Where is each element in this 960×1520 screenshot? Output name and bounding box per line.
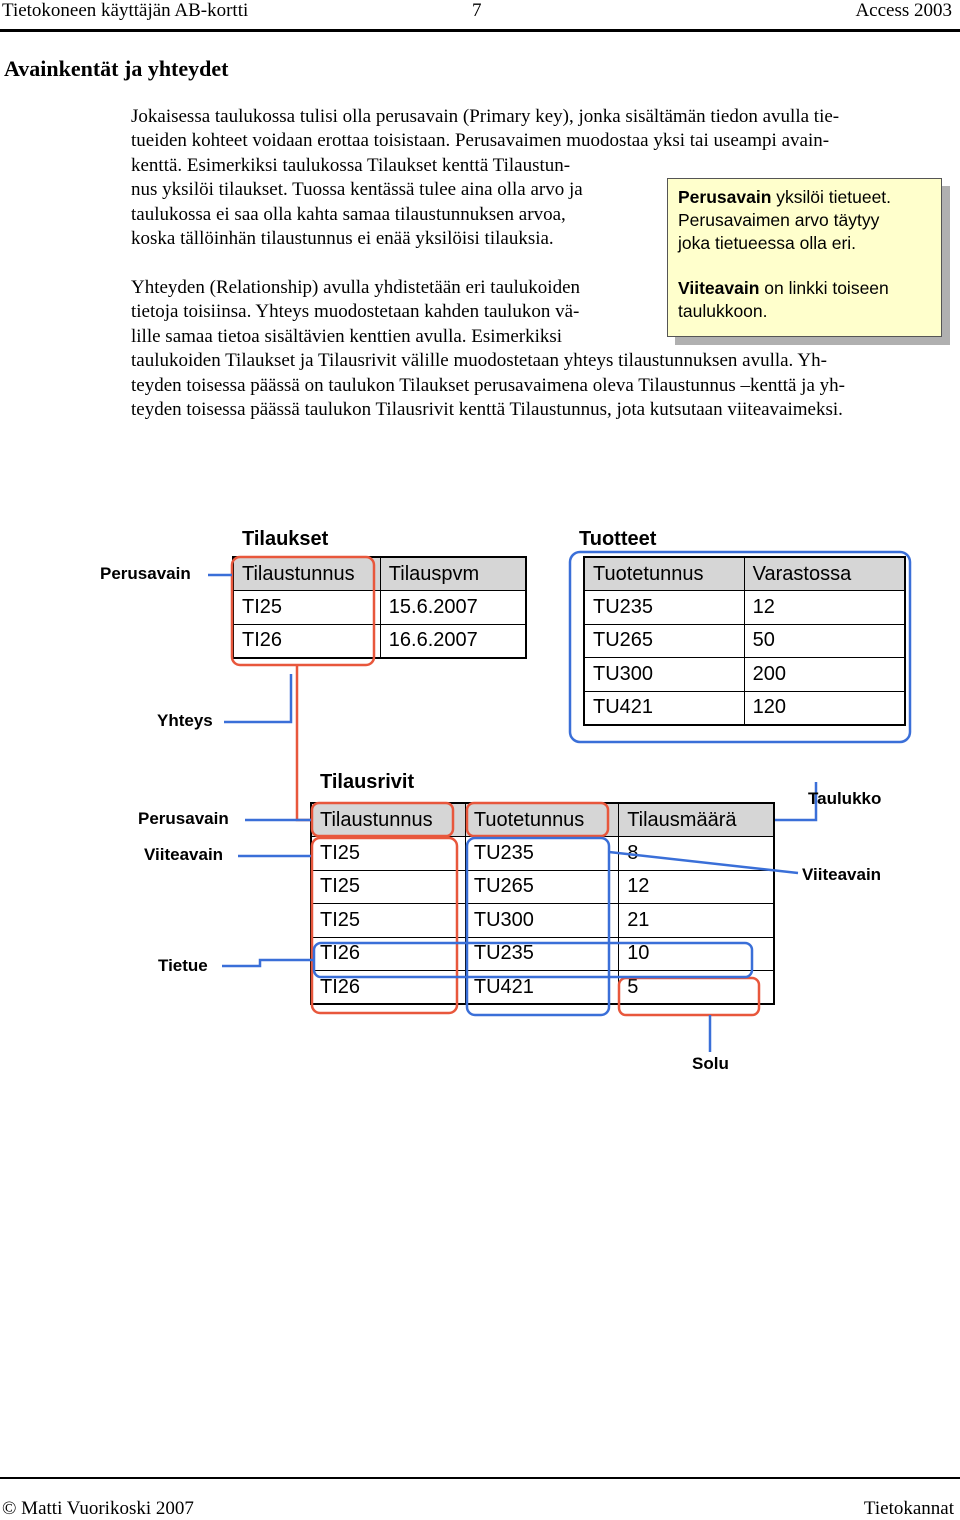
connector-line: [222, 960, 314, 966]
table-cell: 8: [619, 837, 774, 871]
primary-key-highlight-tilausrivit: [312, 803, 453, 836]
table-cell: TU235: [584, 591, 744, 625]
foreign-key-highlight-tuotetunnus: [467, 838, 609, 1015]
table-cell: 21: [619, 904, 774, 938]
table-cell: 200: [744, 658, 905, 692]
table-cell: TU265: [465, 870, 618, 904]
table-cell: TI25: [311, 904, 465, 938]
body-line: Yhteyden (Relationship) avulla yhdistetään eri taulukoiden: [131, 277, 581, 298]
table-cell: TI25: [311, 870, 465, 904]
callout-viiteavain: Viiteavain: [144, 845, 224, 864]
table-cell: TI26: [311, 937, 465, 971]
body-line: teyden toisessa päässä on taulukon Tilaukset perusavaimena oleva Tilaustunnus –kenttä ja yh-: [131, 375, 845, 396]
table-title-tilaukset: Tilaukset: [242, 528, 329, 550]
table-cell: TU421: [465, 971, 618, 1005]
note-line: joka tietueessa olla eri.: [678, 233, 857, 253]
header-rule: [0, 29, 960, 32]
body-line: Jokaisessa taulukossa tulisi olla perusavain (Primary key), jonka sisältämän tiedon avulla tie-: [131, 106, 840, 127]
cell-highlight: [619, 978, 759, 1015]
table-cell: TI25: [233, 591, 380, 625]
table-cell: 15.6.2007: [380, 591, 526, 625]
column-header: Tilauspvm: [380, 557, 526, 591]
table-cell: TI25: [311, 837, 465, 871]
primary-key-highlight-tilausrivit: [467, 803, 608, 836]
column-header: Varastossa: [744, 557, 905, 591]
table-cell: TU300: [465, 904, 618, 938]
table-cell: 120: [744, 691, 905, 725]
body-line: nus yksilöi tilaukset. Tuossa kentässä tulee aina olla arvo ja: [131, 179, 583, 200]
body-line: taulukoiden Tilaukset ja Tilausrivit välille muodostetaan yhteys tilaustunnuksen avulla. Yh-: [131, 350, 827, 371]
table-cell: TI26: [233, 624, 380, 658]
callout-taulukko: Taulukko: [808, 789, 882, 808]
section-title: Avainkentät ja yhteydet: [4, 56, 229, 81]
note-line: Perusavaimen arvo täytyy: [678, 210, 880, 230]
connector-line: [224, 674, 291, 722]
body-line: lille samaa tietoa sisältävien kenttien avulla. Esimerkiksi: [131, 326, 563, 347]
callout-viiteavain: Viiteavain: [802, 865, 882, 884]
header-right: Access 2003: [855, 0, 952, 21]
column-header: Tilausmäärä: [619, 803, 774, 837]
table-cell: 16.6.2007: [380, 624, 526, 658]
table-cell: TI26: [311, 971, 465, 1005]
column-header: Tuotetunnus: [584, 557, 744, 591]
table-cell: 12: [744, 591, 905, 625]
table-title-tuotteet: Tuotteet: [579, 528, 657, 550]
table-title-tilausrivit: Tilausrivit: [320, 771, 415, 793]
connector-line: [609, 852, 798, 873]
body-line: teyden toisessa päässä taulukon Tilausrivit kenttä Tilaustunnus, jota kutsutaan viiteavaimeksi.: [131, 399, 843, 420]
body-line: tueiden kohteet voidaan erottaa toisistaan. Perusavaimen muodostaa yksi tai useampi avain-: [131, 130, 830, 151]
body-line: tietoja toisiinsa. Yhteys muodostetaan kahden taulukon vä-: [131, 301, 580, 322]
primary-key-highlight-tuotteet: [570, 552, 910, 742]
footer-left: © Matti Vuorikoski 2007: [2, 1498, 194, 1519]
table-cell: TU421: [584, 691, 744, 725]
foreign-key-highlight-tilaustunnus: [312, 838, 457, 1013]
primary-key-highlight-tilaukset: [232, 557, 374, 665]
relationship-line: [297, 665, 312, 820]
record-highlight: [314, 943, 752, 977]
callout-perusavain: Perusavain: [138, 809, 229, 828]
table-cell: 50: [744, 624, 905, 658]
note-line: Viiteavain on linkki toiseen: [678, 278, 889, 298]
body-line: kenttä. Esimerkiksi taulukossa Tilaukset kenttä Tilaustun-: [131, 155, 571, 176]
header-page-number: 7: [472, 0, 482, 21]
table-cell: 5: [619, 971, 774, 1005]
relationship-figure: [0, 500, 960, 1100]
callout-perusavain: Perusavain: [100, 564, 191, 583]
column-header: Tilaustunnus: [233, 557, 380, 591]
table-cell: TU265: [584, 624, 744, 658]
footer-rule: [0, 1477, 960, 1479]
column-header: Tuotetunnus: [465, 803, 618, 837]
body-line: koska tällöinhän tilaustunnus ei enää yksilöisi tilauksia.: [131, 228, 554, 249]
table-cell: 10: [619, 937, 774, 971]
footer-right: Tietokannat: [863, 1498, 954, 1519]
table-cell: TU235: [465, 837, 618, 871]
table-cell: TU300: [584, 658, 744, 692]
table-cell: 12: [619, 870, 774, 904]
definition-note-box: [667, 178, 942, 337]
note-line: taulukkoon.: [678, 301, 768, 321]
callout-solu: Solu: [692, 1054, 729, 1073]
body-line: taulukossa ei saa olla kahta samaa tilaustunnuksen arvoa,: [131, 204, 566, 225]
table-cell: TU235: [465, 937, 618, 971]
note-line: Perusavain yksilöi tietueet.: [678, 187, 892, 207]
header-left: Tietokoneen käyttäjän AB-kortti: [2, 0, 249, 21]
column-header: Tilaustunnus: [311, 803, 465, 837]
callout-tietue: Tietue: [158, 956, 208, 975]
callout-yhteys: Yhteys: [157, 711, 213, 730]
